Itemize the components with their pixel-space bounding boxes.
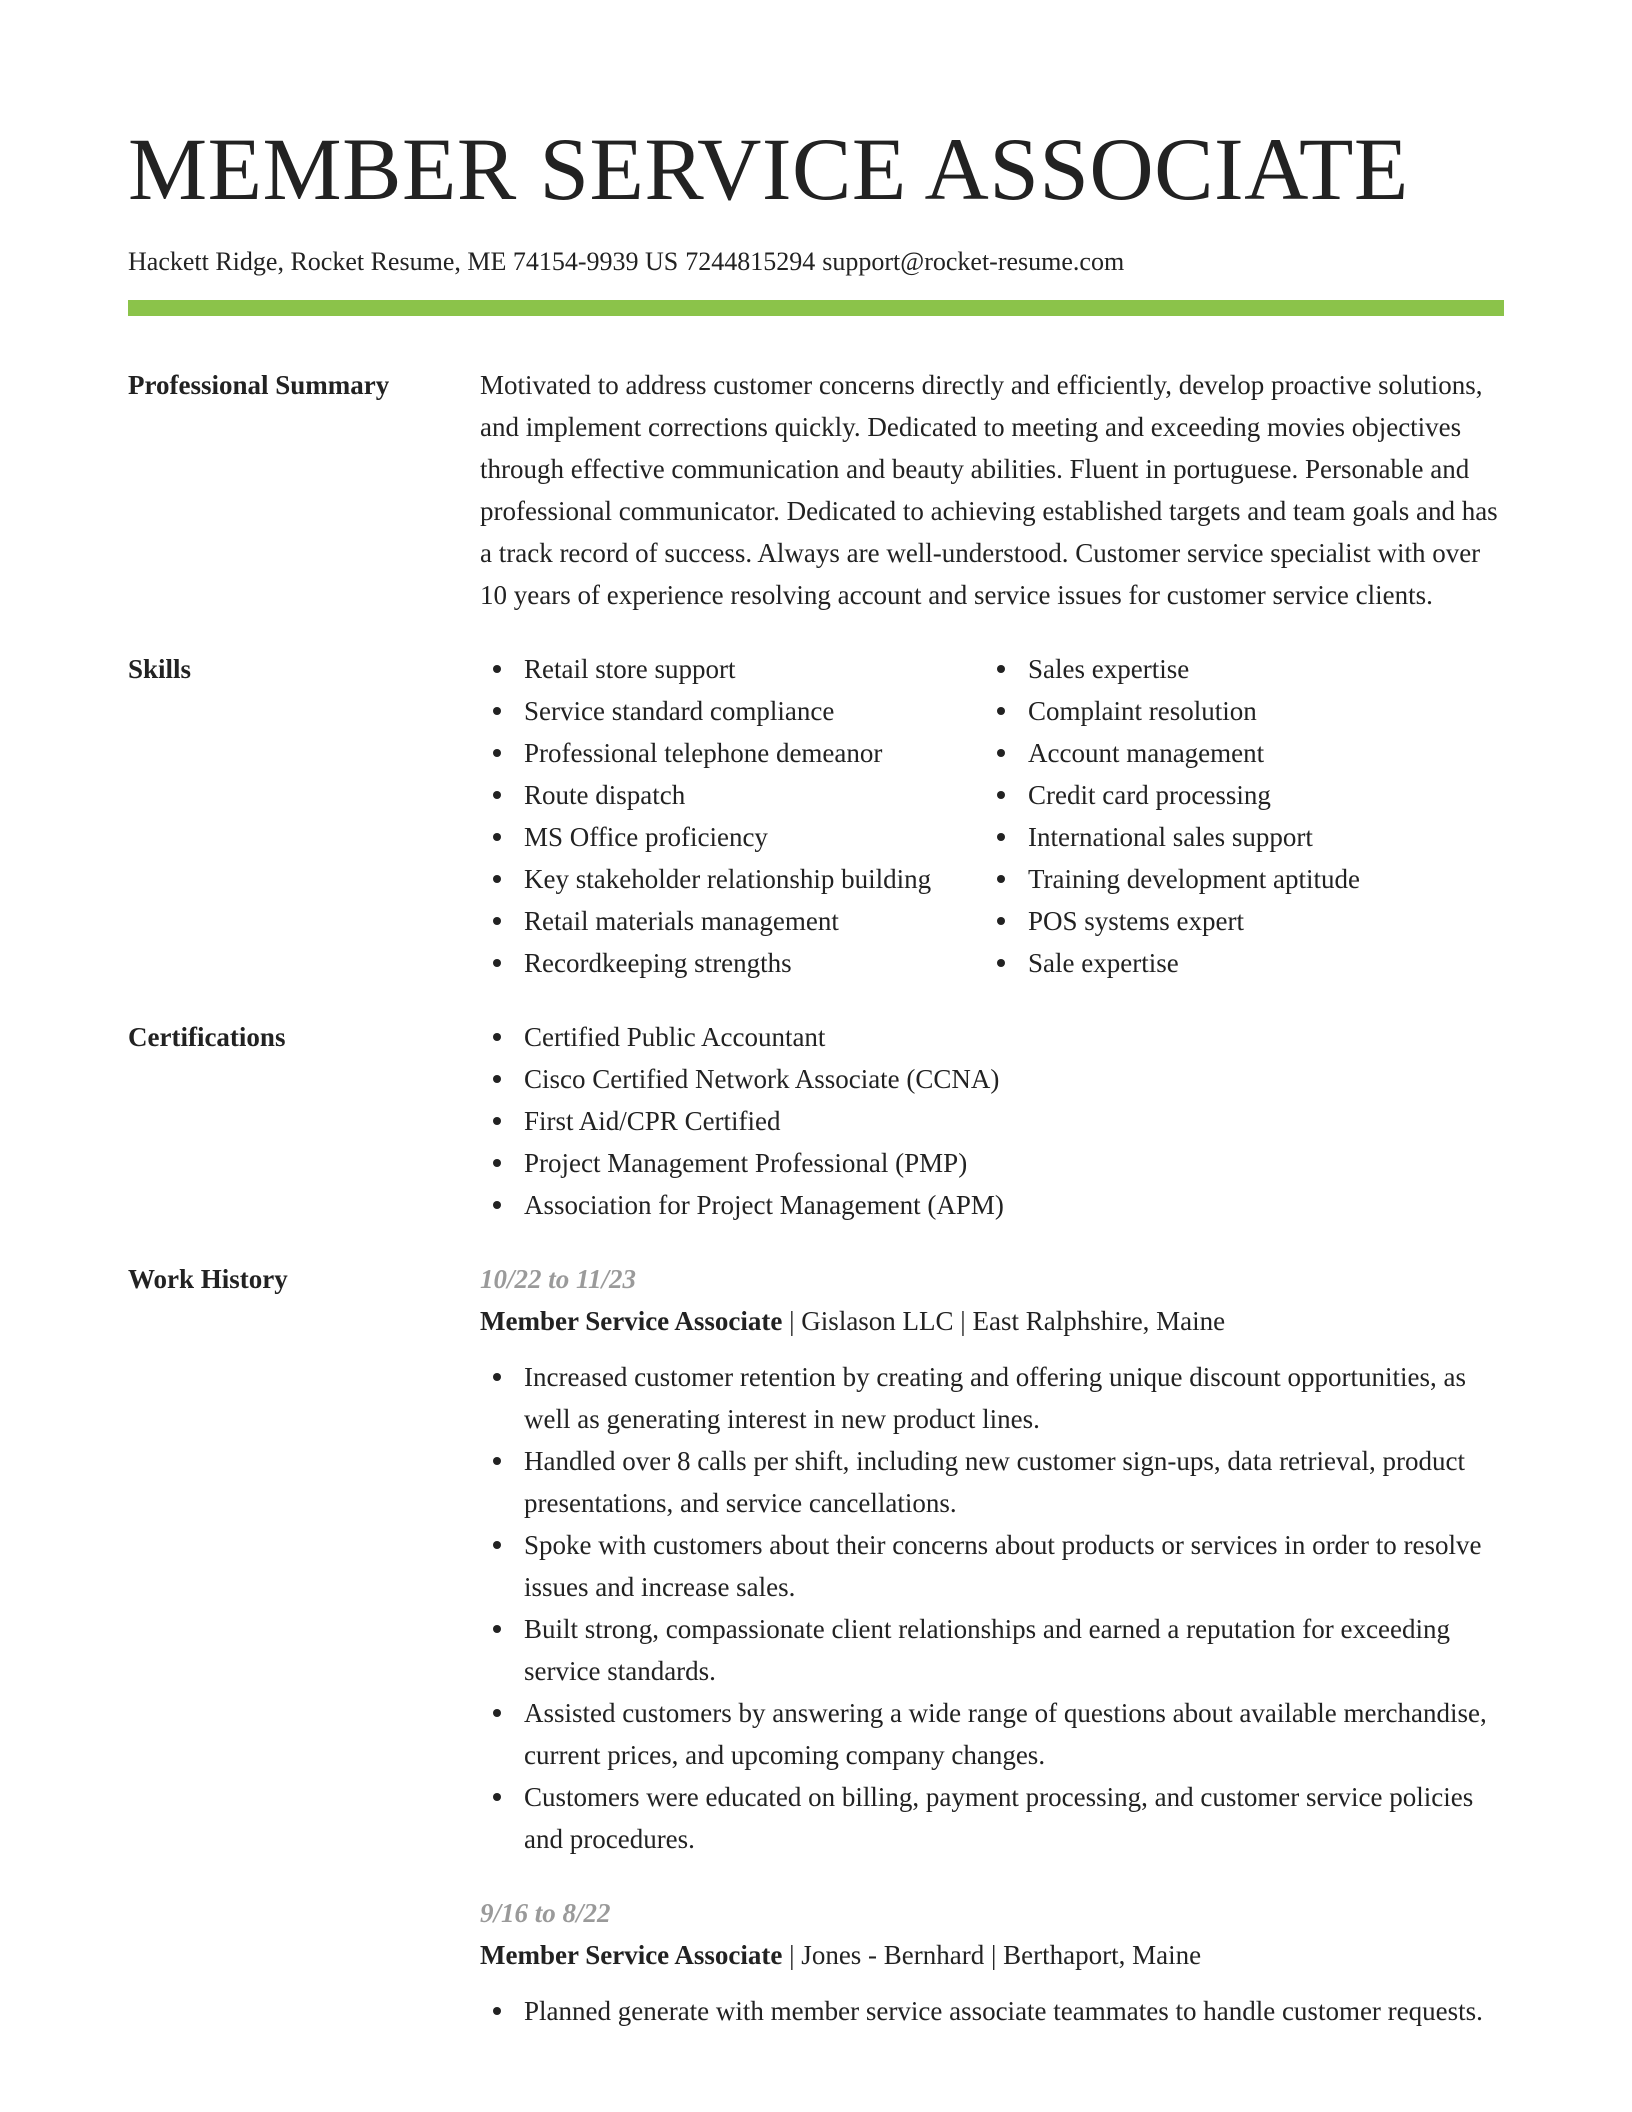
contact-email: support@rocket-resume.com bbox=[822, 247, 1125, 276]
header-divider bbox=[128, 300, 1504, 316]
summary-section bbox=[128, 364, 1504, 616]
contact-line bbox=[128, 246, 1504, 278]
work-history-body bbox=[480, 1258, 1504, 2032]
job-bullet: Planned generate with member service associate teammates to handle customer requests. bbox=[480, 1990, 1504, 2032]
skills-section bbox=[128, 648, 1504, 984]
certifications-body bbox=[480, 1016, 1504, 1226]
job-details: | Jones - Bernhard | Berthaport, Maine bbox=[782, 1940, 1202, 1970]
job-bullet: Handled over 8 calls per shift, including new customer sign-ups, data retrieval, product presentations, and service cancellations. bbox=[480, 1440, 1504, 1524]
job-title: Member Service Associate bbox=[480, 1940, 783, 1970]
work-history-heading: Work History bbox=[128, 1264, 288, 1294]
summary-heading: Professional Summary bbox=[128, 370, 390, 400]
job-bullet: Increased customer retention by creating and offering unique discount opportunities, as well as generating interest in new product lines. bbox=[480, 1356, 1504, 1440]
skill-item: International sales support bbox=[984, 816, 1504, 858]
skill-item: Sales expertise bbox=[984, 648, 1504, 690]
skill-item: MS Office proficiency bbox=[480, 816, 984, 858]
skill-item: Training development aptitude bbox=[984, 858, 1504, 900]
job-bullet-list bbox=[480, 1990, 1504, 2032]
skill-item: Retail materials management bbox=[480, 900, 984, 942]
certification-item: Cisco Certified Network Associate (CCNA) bbox=[480, 1058, 1504, 1100]
certifications-list bbox=[480, 1016, 1504, 1226]
resume-page bbox=[128, 0, 1504, 2032]
skill-item: Service standard compliance bbox=[480, 690, 984, 732]
skill-item: Key stakeholder relationship building bbox=[480, 858, 984, 900]
skill-item: Complaint resolution bbox=[984, 690, 1504, 732]
job-heading bbox=[480, 1300, 1504, 1342]
skill-item: Sale expertise bbox=[984, 942, 1504, 984]
job-details: | Gislason LLC | East Ralphshire, Maine bbox=[782, 1306, 1226, 1336]
skill-item: Account management bbox=[984, 732, 1504, 774]
certifications-heading: Certifications bbox=[128, 1022, 286, 1052]
skill-item: Credit card processing bbox=[984, 774, 1504, 816]
skill-item: Retail store support bbox=[480, 648, 984, 690]
job-bullet: Built strong, compassionate client relationships and earned a reputation for exceeding service standards. bbox=[480, 1608, 1504, 1692]
job-bullet: Spoke with customers about their concerns about products or services in order to resolve issues and increase sales. bbox=[480, 1524, 1504, 1608]
job-bullet: Customers were educated on billing, payment processing, and customer service policies and procedures. bbox=[480, 1776, 1504, 1860]
job-dates: 9/16 to 8/22 bbox=[480, 1898, 611, 1928]
certification-item: Project Management Professional (PMP) bbox=[480, 1142, 1504, 1184]
skills-list-right bbox=[984, 648, 1504, 984]
contact-phone: 7244815294 bbox=[685, 247, 816, 276]
skills-columns bbox=[480, 648, 1504, 984]
summary-text: Motivated to address customer concerns directly and efficiently, develop proactive solutions, and implement corrections quickly. Dedicated to meeting and exceeding movies objectives through effective communication and beauty abilities. Fluent in portuguese. Personable and professional communicator. Dedicated to achieving established targets and team goals and has a track record of success. Always are well-understood. Customer service specialist with over 10 years of experience resolving account and service issues for customer service clients. bbox=[480, 370, 1498, 610]
skill-item: Recordkeeping strengths bbox=[480, 942, 984, 984]
certification-item: Association for Project Management (APM) bbox=[480, 1184, 1504, 1226]
job-heading bbox=[480, 1934, 1504, 1976]
job-dates: 10/22 to 11/23 bbox=[480, 1264, 637, 1294]
skill-item: Professional telephone demeanor bbox=[480, 732, 984, 774]
job-entry bbox=[480, 1892, 1504, 2032]
job-title: Member Service Associate bbox=[480, 1306, 783, 1336]
skills-heading: Skills bbox=[128, 654, 192, 684]
certification-item: First Aid/CPR Certified bbox=[480, 1100, 1504, 1142]
work-history-section bbox=[128, 1258, 1504, 2032]
resume-name: MEMBER SERVICE ASSOCIATE bbox=[128, 121, 1409, 219]
skills-list-left bbox=[480, 648, 984, 984]
job-bullet: Assisted customers by answering a wide range of questions about available merchandise, current prices, and upcoming company changes. bbox=[480, 1692, 1504, 1776]
job-entry bbox=[480, 1258, 1504, 1860]
certifications-section bbox=[128, 1016, 1504, 1226]
contact-address: Hackett Ridge, Rocket Resume, ME 74154-9939 US bbox=[128, 247, 679, 276]
certification-item: Certified Public Accountant bbox=[480, 1016, 1504, 1058]
skill-item: Route dispatch bbox=[480, 774, 984, 816]
skill-item: POS systems expert bbox=[984, 900, 1504, 942]
job-bullet-list bbox=[480, 1356, 1504, 1860]
